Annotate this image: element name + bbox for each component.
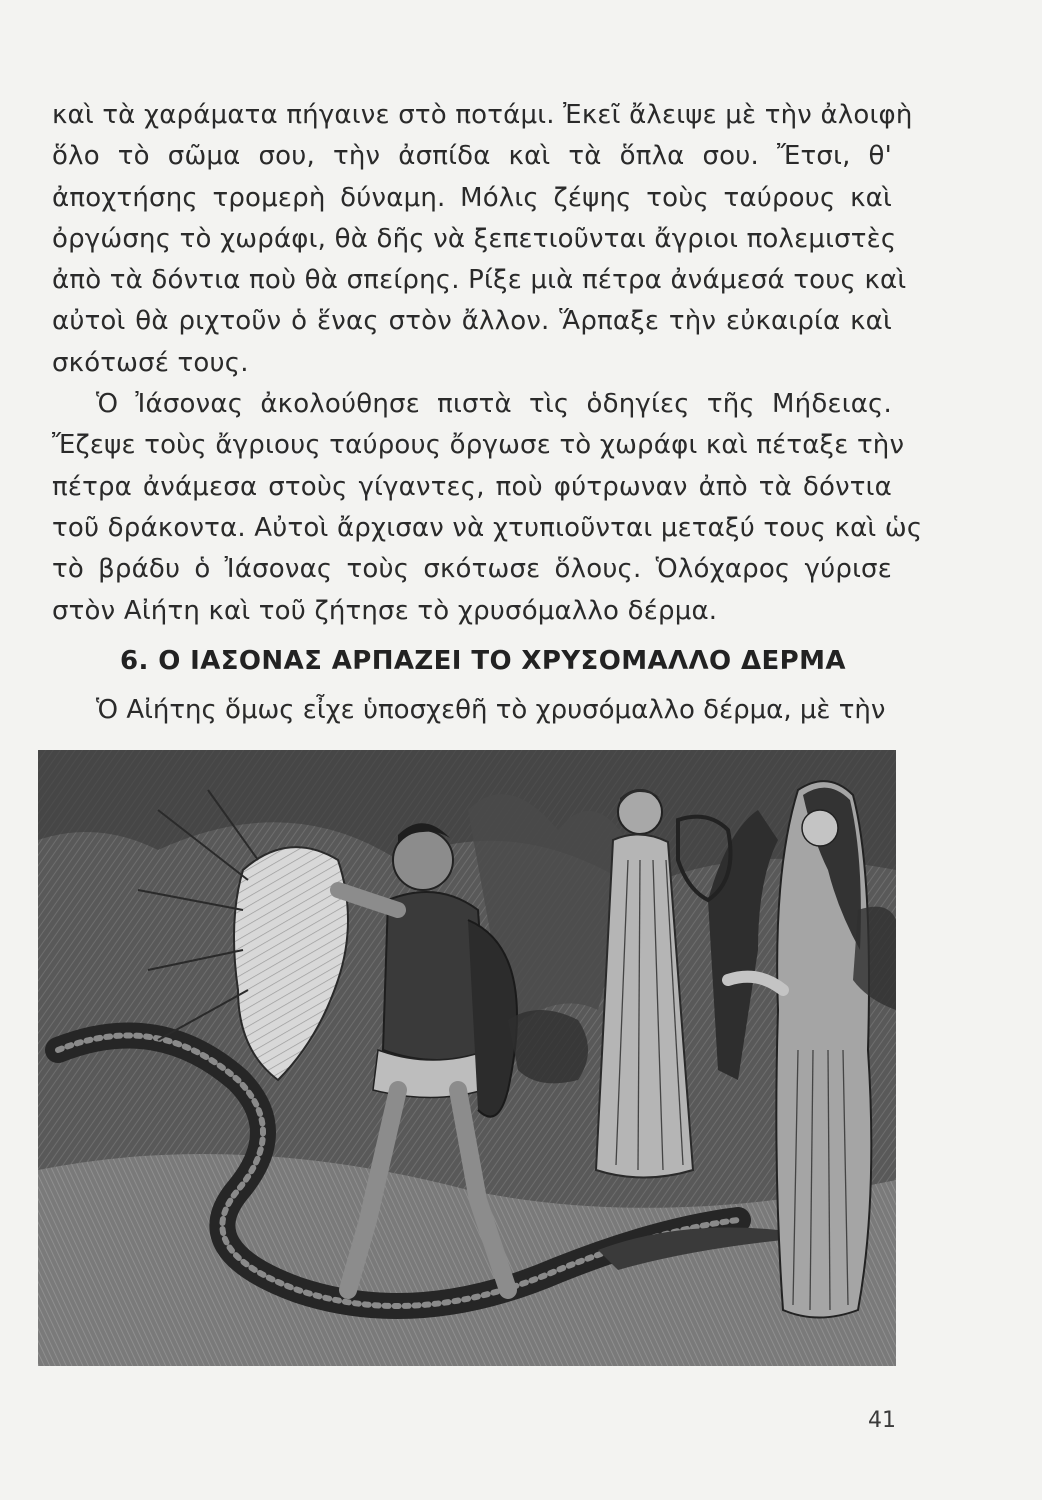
paragraph-1-line-2: ὅλο τὸ σῶμα σου, τὴν ἀσπίδα καὶ τὰ ὅπλα σου. Ἔτσι, θ' [52, 141, 892, 172]
jason-golden-fleece-illustration [38, 750, 896, 1366]
section-heading: 6. Ο ΙΑΣΟΝΑΣ ΑΡΠΑΖΕΙ ΤΟ ΧΡΥΣΟΜΑΛΛΟ ΔΕΡΜΑ [120, 646, 846, 676]
paragraph-1-line-3: ἀποχτήσης τρομερὴ δύναμη. Μόλις ζέψης τοὺς ταύρους καὶ [52, 182, 892, 213]
body-text [52, 95, 923, 632]
paragraph-1-line-1: καὶ τὰ χαράματα πήγαινε στὸ ποτάμι. Ἐκεῖ ἄλειψε μὲ τὴν ἀλοιφὴ [52, 100, 913, 130]
page-number: 41 [868, 1408, 896, 1433]
paragraph-2-line-2: Ἔζεψε τοὺς ἄγριους ταύρους ὄργωσε τὸ χωράφι καὶ πέταξε τὴν [52, 430, 905, 461]
paragraph-2-line-1: Ὁ Ἰάσονας ἀκολούθησε πιστὰ τὶς ὁδηγίες τῆς Μήδειας. [96, 389, 892, 420]
paragraph-2-line-3: πέτρα ἀνάμεσα στοὺς γίγαντες, ποὺ φύτρωναν ἀπὸ τὰ δόντια [52, 471, 892, 502]
section-first-line: Ὁ Αἰήτης ὅμως εἶχε ὑποσχεθῆ τὸ χρυσόμαλλο δέρμα, μὲ τὴν [96, 695, 886, 725]
paragraph-1-line-7: σκότωσέ τους. [52, 347, 249, 378]
paragraph-2-line-5: τὸ βράδυ ὁ Ἰάσονας τοὺς σκότωσε ὅλους. Ὁλόχαρος γύρισε [52, 554, 892, 585]
paragraph-2-line-6: στὸν Αἰήτη καὶ τοῦ ζήτησε τὸ χρυσόμαλλο δέρμα. [52, 595, 718, 626]
paragraph-1-line-5: ἀπὸ τὰ δόντια ποὺ θὰ σπείρης. Ρίξε μιὰ πέτρα ἀνάμεσά τους καὶ [52, 265, 907, 296]
paragraph-1-line-4: ὀργώσης τὸ χωράφι, θὰ δῆς νὰ ξεπετιοῦνται ἄγριοι πολεμιστὲς [52, 223, 897, 254]
paragraph-1-line-6: αὐτοὶ θὰ ριχτοῦν ὁ ἕνας στὸν ἄλλον. Ἅρπαξε τὴν εὐκαιρία καὶ [52, 306, 892, 337]
paragraph-2-line-4: τοῦ δράκοντα. Αὐτοὶ ἄρχισαν νὰ χτυπιοῦνται μεταξύ τους καὶ ὡς [52, 512, 923, 543]
